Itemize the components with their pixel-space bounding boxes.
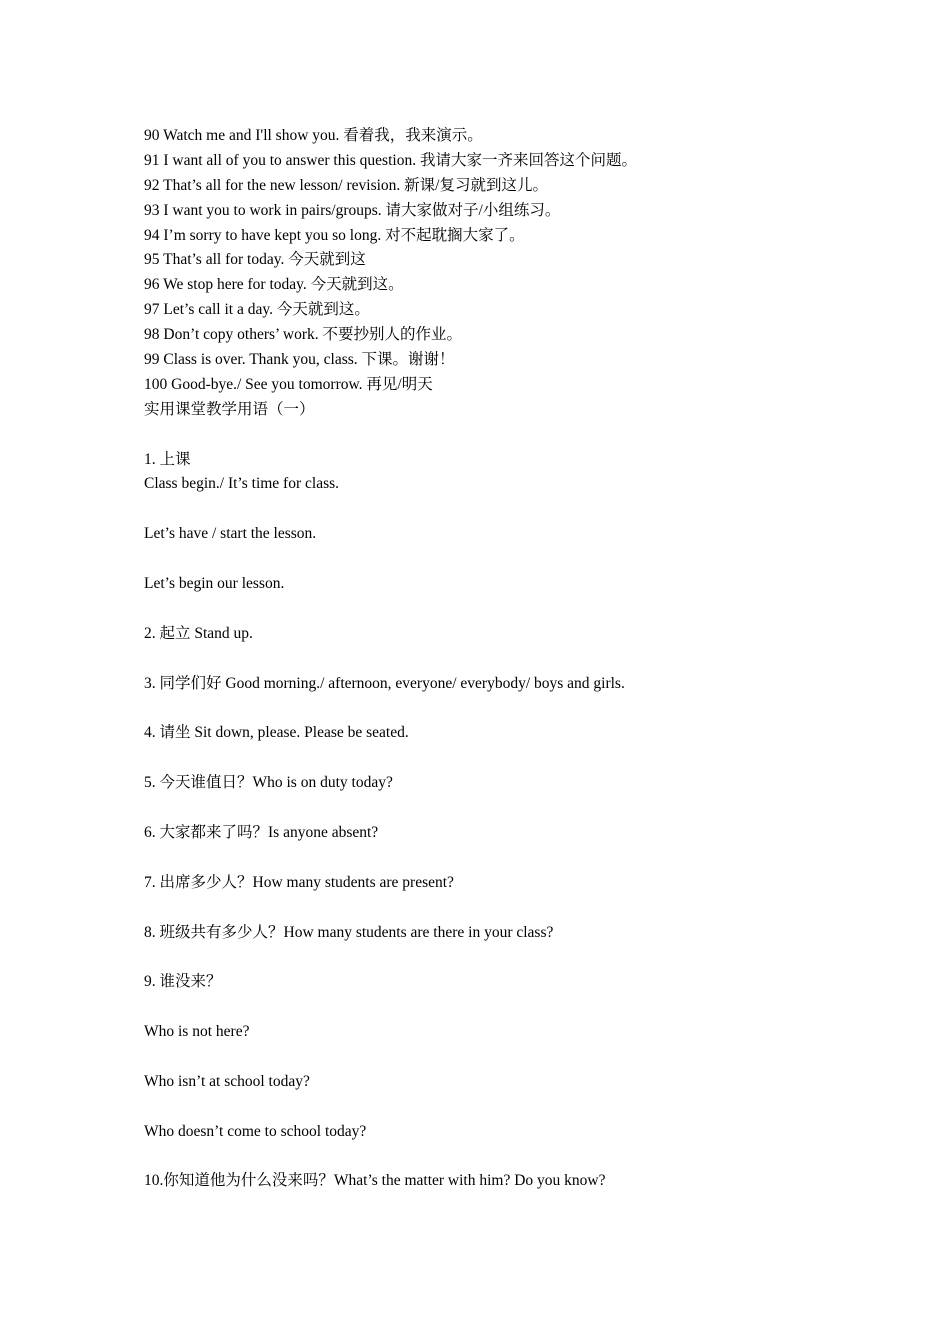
blank-line bbox=[144, 597, 904, 622]
item-heading: 1. 上课 bbox=[144, 450, 191, 468]
document-page bbox=[144, 124, 904, 1194]
list-item: 98 Don’t copy others’ work. 不要抄别人的作业。 bbox=[144, 326, 463, 344]
list-item: 99 Class is over. Thank you, class. 下课。谢谢！ bbox=[144, 351, 455, 369]
item-line: 8. 班级共有多少人？How many students are there in your class? bbox=[144, 923, 554, 941]
blank-line bbox=[144, 497, 904, 522]
list-item: 95 That’s all for today. 今天就到这 bbox=[144, 251, 366, 269]
list-item: 97 Let’s call it a day. 今天就到这。 bbox=[144, 301, 370, 319]
blank-line bbox=[144, 647, 904, 672]
item-line: 6. 大家都来了吗？Is anyone absent? bbox=[144, 823, 379, 841]
blank-line bbox=[144, 1095, 904, 1120]
blank-line bbox=[144, 423, 904, 448]
item-line: 2. 起立 Stand up. bbox=[144, 624, 253, 642]
list-item: 91 I want all of you to answer this question. 我请大家一齐来回答这个问题。 bbox=[144, 151, 637, 169]
list-item: 100 Good-bye./ See you tomorrow. 再见/明天 bbox=[144, 375, 433, 393]
blank-line bbox=[144, 547, 904, 572]
blank-line bbox=[144, 796, 904, 821]
blank-line bbox=[144, 846, 904, 871]
item-line: Let’s have / start the lesson. bbox=[144, 525, 317, 543]
item-line: Let’s begin our lesson. bbox=[144, 575, 285, 593]
blank-line bbox=[144, 696, 904, 721]
blank-line bbox=[144, 1145, 904, 1170]
item-line: 3. 同学们好 Good morning./ afternoon, everyone/ everybody/ boys and girls. bbox=[144, 674, 625, 692]
list-item: 94 I’m sorry to have kept you so long. 对不起耽搁大家了。 bbox=[144, 226, 525, 244]
blank-line bbox=[144, 1045, 904, 1070]
list-item: 93 I want you to work in pairs/groups. 请大家做对子/小组练习。 bbox=[144, 201, 561, 219]
item-line: 10.你知道他为什么没来吗？What’s the matter with him? Do you know? bbox=[144, 1172, 606, 1190]
blank-line bbox=[144, 896, 904, 921]
section-title: 实用课堂教学用语（一） bbox=[144, 400, 315, 418]
item-line: 4. 请坐 Sit down, please. Please be seated. bbox=[144, 724, 409, 742]
list-item: 90 Watch me and I'll show you. 看着我，我来演示。 bbox=[144, 127, 483, 144]
item-heading: 9. 谁没来？ bbox=[144, 973, 222, 991]
item-line: 7. 出席多少人？How many students are present? bbox=[144, 873, 454, 891]
item-line: Who is not here? bbox=[144, 1023, 250, 1041]
item-line: 5. 今天谁值日？Who is on duty today? bbox=[144, 774, 393, 792]
item-line: Who doesn’t come to school today? bbox=[144, 1122, 367, 1140]
list-item: 92 That’s all for the new lesson/ revision. 新课/复习就到这儿。 bbox=[144, 176, 548, 194]
item-line: Class begin./ It’s time for class. bbox=[144, 475, 340, 493]
blank-line bbox=[144, 995, 904, 1020]
list-item: 96 We stop here for today. 今天就到这。 bbox=[144, 276, 404, 294]
blank-line bbox=[144, 746, 904, 771]
blank-line bbox=[144, 945, 904, 970]
item-line: Who isn’t at school today? bbox=[144, 1072, 310, 1090]
